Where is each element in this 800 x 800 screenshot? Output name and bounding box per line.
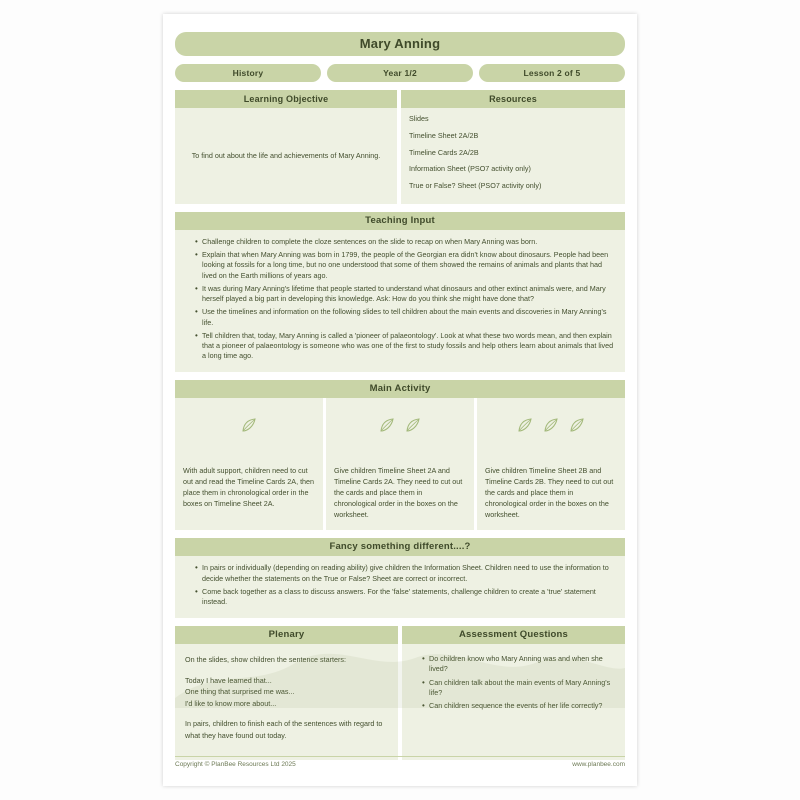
lesson-meta-row (175, 64, 625, 82)
leaf-icon (240, 416, 258, 439)
leaf-icon (516, 416, 534, 439)
objective-resources-headers (175, 90, 625, 108)
activity-text-3: Give children Timeline Sheet 2B and Timeline Cards 2B. They need to cut out the cards and place them in chronological order in the boxes on the worksheet. (485, 466, 614, 519)
list-item: • Use the timelines and information on the following slides to tell children about the main events and discoveries in Mary Anning's life. (195, 307, 615, 327)
activity-icons-2 (334, 406, 466, 448)
sentence-starter: One thing that surprised me was... (185, 687, 295, 697)
footer-website[interactable]: www.planbee.com (572, 761, 625, 768)
plenary-assessment-body (175, 644, 625, 760)
activity-text-1: With adult support, children need to cut out and read the Timeline Cards 2A, then place them in chronological order in the boxes on Timeline Sheet 2A. (183, 466, 315, 508)
resource-item: Information Sheet (PSO7 activity only) (409, 164, 531, 174)
list-item: • Can children sequence the events of her life correctly? (422, 701, 615, 711)
activity-column-1 (175, 398, 323, 530)
leaf-icon (378, 416, 396, 439)
learning-objective-text: To find out about the life and achievements of Mary Anning. (175, 108, 397, 204)
list-item: • Can children talk about the main events of Mary Anning's life? (422, 678, 615, 698)
assessment-questions-header: Assessment Questions (402, 626, 625, 644)
sheet-content (175, 32, 625, 768)
learning-objective-header: Learning Objective (175, 90, 397, 108)
resources-header: Resources (401, 90, 625, 108)
resource-item: Timeline Sheet 2A/2B (409, 130, 479, 140)
sentence-starter: I'd like to know more about... (185, 698, 277, 708)
list-item: • In pairs or individually (depending on reading ability) give children the Information Sheet. Children need to use the information to decide whether the statements on the True or False? Sheet are correct or incorrect. (195, 563, 615, 583)
main-activity-body (175, 398, 625, 530)
plenary-sentence-starters (185, 675, 388, 710)
activity-icons-3 (485, 406, 617, 448)
plenary-outro: In pairs, children to finish each of the sentences with regard to what they have found out today. (185, 719, 383, 740)
main-activity-header: Main Activity (175, 380, 625, 398)
fancy-something-different-body (175, 556, 625, 618)
list-item: • Challenge children to complete the cloze sentences on the slide to recap on when Mary Anning was born. (195, 237, 615, 247)
activity-icons-1 (183, 406, 315, 448)
meta-lesson-number: Lesson 2 of 5 (479, 64, 625, 82)
teaching-input-body (175, 230, 625, 372)
meta-year-group: Year 1/2 (327, 64, 473, 82)
fancy-list (185, 563, 615, 607)
plenary-intro: On the slides, show children the sentence starters: (185, 655, 347, 665)
objective-resources-body (175, 108, 625, 204)
plenary-assessment-headers (175, 626, 625, 644)
resources-list (401, 108, 625, 204)
teaching-input-list (185, 237, 615, 361)
list-item: • Do children know who Mary Anning was and when she lived? (422, 654, 615, 674)
assessment-list (412, 654, 615, 711)
plenary-header: Plenary (175, 626, 398, 644)
activity-column-2 (326, 398, 474, 530)
activity-text-2: Give children Timeline Sheet 2A and Timeline Cards 2A. They need to cut out the cards and place them in chronological order in the boxes on the worksheet. (334, 466, 463, 519)
plenary-content (175, 644, 398, 760)
list-item: • Explain that when Mary Anning was born in 1799, the people of the Georgian era didn't know about dinosaurs. People had been looking at fossils for a long time, but no one understood that some of them showed the remains of animals and plants that had lived on the Earth millions of years ago. (195, 250, 615, 281)
page-title: Mary Anning (175, 32, 625, 56)
page-footer (175, 756, 625, 768)
list-item: • It was during Mary Anning's lifetime that people started to understand what dinosaurs and other extinct animals were, and Mary herself played a big part in developing this knowledge. Ask: How do you think she might have done that? (195, 284, 615, 304)
assessment-content (402, 644, 625, 760)
lesson-plan-sheet (163, 14, 637, 786)
footer-copyright: Copyright © PlanBee Resources Ltd 2025 (175, 761, 296, 768)
sentence-starter: Today I have learned that... (185, 675, 272, 685)
list-item: • Come back together as a class to discuss answers. For the 'false' statements, challenge children to create a 'true' statement instead. (195, 587, 615, 607)
leaf-icon (568, 416, 586, 439)
teaching-input-header: Teaching Input (175, 212, 625, 230)
resource-item: Timeline Cards 2A/2B (409, 147, 479, 157)
leaf-icon (404, 416, 422, 439)
meta-subject: History (175, 64, 321, 82)
leaf-icon (542, 416, 560, 439)
fancy-something-different-header: Fancy something different....? (175, 538, 625, 556)
activity-column-3 (477, 398, 625, 530)
list-item: • Tell children that, today, Mary Anning is called a 'pioneer of palaeontology'. Look at what these two words mean, and then explain that a pioneer of palaeontology is someone who was one of the first to study fossils and help others learn about animals that lived a long time ago. (195, 331, 615, 362)
resource-item: True or False? Sheet (PSO7 activity only) (409, 181, 542, 191)
resource-item: Slides (409, 114, 429, 123)
